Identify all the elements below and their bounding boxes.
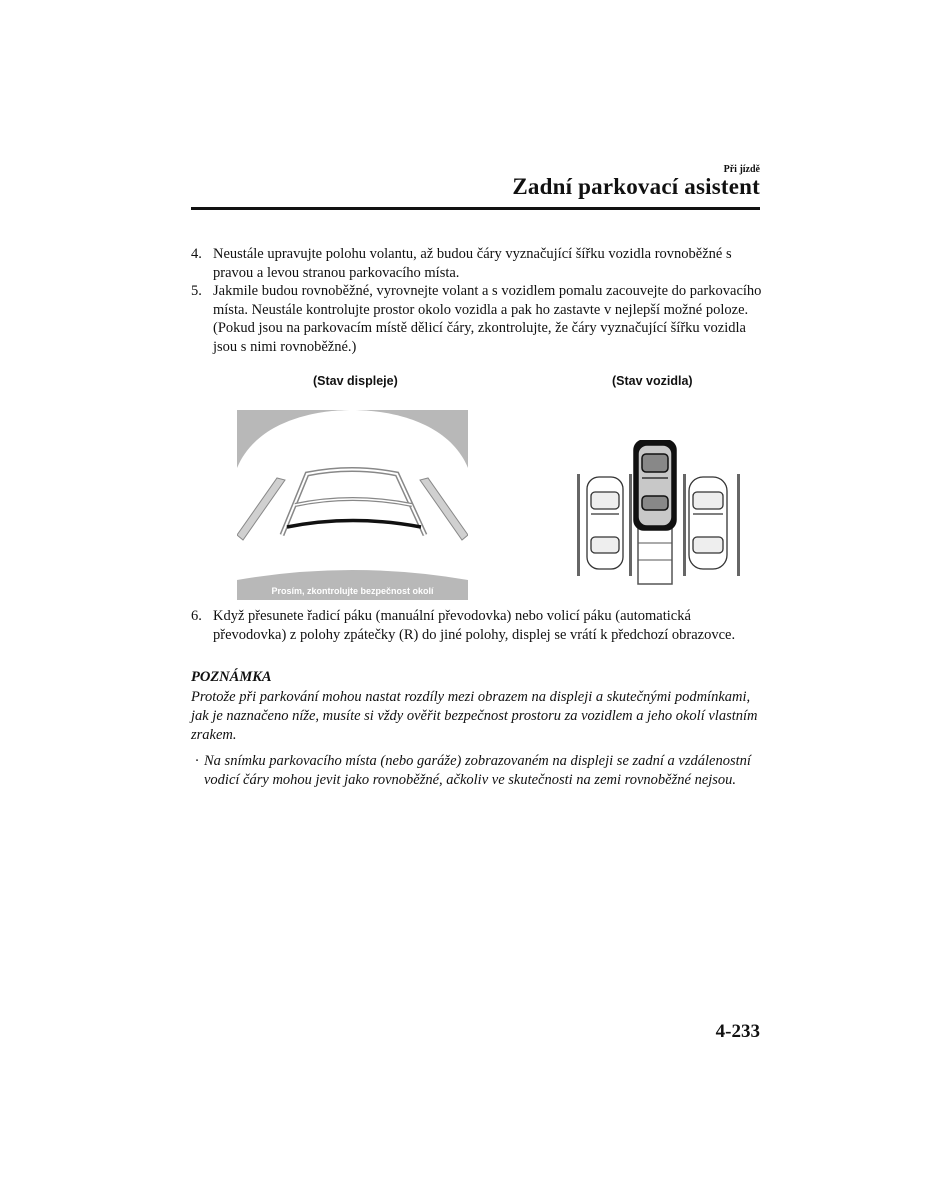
page-number: 4-233 — [715, 1021, 760, 1042]
step-text: Neustále upravujte polohu volantu, až budou čáry vyznačující šířku vozidla rovnoběžné s pravou a levou stranou parkovacího místa. — [213, 246, 732, 281]
camera-view-graphic — [237, 410, 468, 600]
note-text: Protože při parkování mohou nastat rozdíly mezi obrazem na displeji a skutečnými podmínkami, jak je naznačeno níže, musíte si vždy ověřit bezpečnost prostoru za vozidlem a jeho okolí vlastním zrakem. — [191, 689, 758, 743]
parking-vehicles-graphic — [575, 440, 745, 588]
middle-car — [634, 440, 676, 530]
step-text: Když přesunete řadicí páku (manuální převodovka) nebo volicí páku (automatická převodovka) z polohy zpátečky (R) do jiné polohy, displej se vrátí k předchozí obrazovce. — [213, 608, 736, 643]
note-bullet-item — [195, 752, 765, 790]
title-divider — [191, 207, 760, 210]
section-label: Při jízdě — [723, 164, 760, 175]
note-heading: POZNÁMKA — [191, 669, 272, 685]
vehicle-caption: (Stav vozidla) — [612, 374, 693, 388]
page-title: Zadní parkovací asistent — [512, 174, 760, 199]
bullet-mark: · — [195, 753, 199, 769]
display-warning-text: Prosím, zkontrolujte bezpečnost okolí — [271, 586, 434, 596]
list-item-step-4 — [191, 245, 766, 282]
step-number: 5. — [191, 283, 202, 299]
step-text: Jakmile budou rovnoběžné, vyrovnejte volant a s vozidlem pomalu zacouvejte do parkovacího místa. Neustále kontrolujte prostor okolo vozidla a pak ho zastavte v nejlepší možné poloze. (Pokud jsou na parkovacím místě dělicí čáry, zkontrolujte, že čáry vyznačující šířku vozidla jsou s nimi rovnoběžné.) — [213, 283, 762, 355]
bullet-text: Na snímku parkovacího místa (nebo garáže) zobrazovaném na displeji se zadní a vzdálenostní vodicí čáry mohou jevit jako rovnoběžné, ačkoliv ve skutečnosti na zemi rovnoběžné nejsou. — [204, 753, 751, 788]
display-caption: (Stav displeje) — [313, 374, 398, 388]
list-item-step-5 — [191, 282, 766, 356]
left-car — [587, 477, 623, 569]
vehicle-illustration — [575, 440, 745, 588]
step-number: 6. — [191, 608, 202, 624]
display-illustration — [237, 410, 468, 600]
step-number: 4. — [191, 246, 202, 262]
list-item-step-6 — [191, 607, 766, 644]
right-car — [689, 477, 727, 569]
